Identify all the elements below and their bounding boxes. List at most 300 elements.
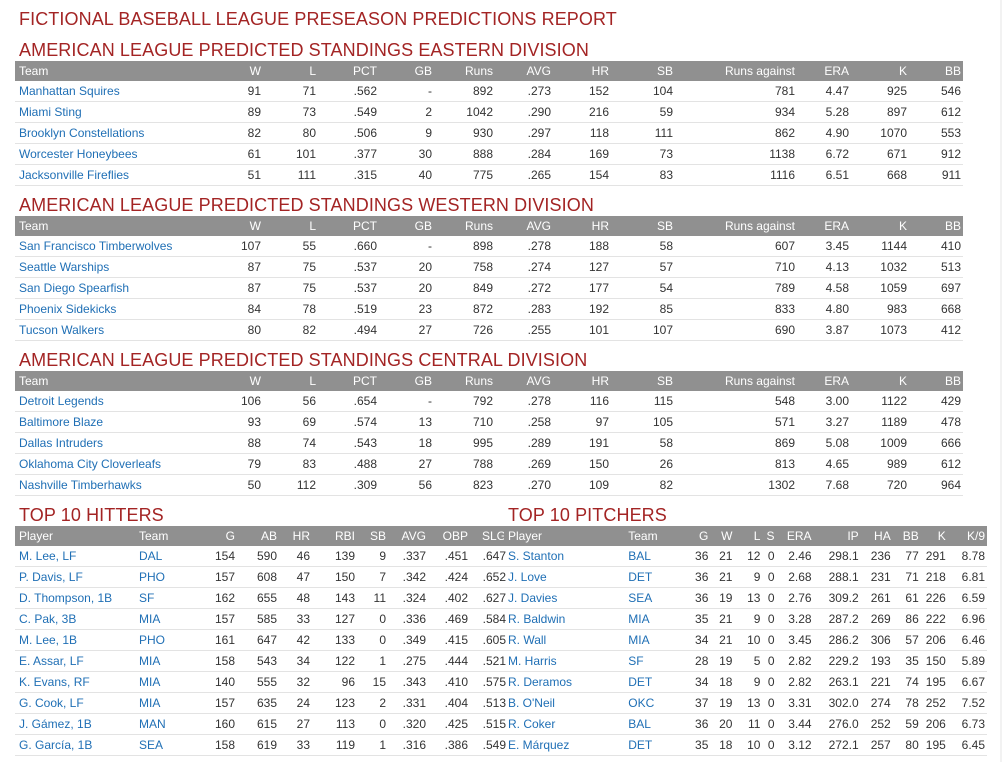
table-row [504,630,987,651]
table-cell: 571 [675,412,797,433]
column-header: SB [369,529,386,543]
table-cell: 813 [675,454,797,475]
table-cell: 122 [312,651,357,672]
table-cell: 93 [225,412,263,433]
table-cell: 7 [357,567,388,588]
table-cell: .488 [318,454,379,475]
column-header: IP [847,529,859,543]
name-link[interactable]: San Francisco Timberwolves [15,236,225,257]
table-row [15,278,963,299]
table-cell: 20 [379,257,434,278]
name-link[interactable]: San Diego Spearfish [15,278,225,299]
table-cell: 59 [611,102,675,123]
table-cell: .297 [495,123,553,144]
table-cell: 892 [434,81,495,102]
column-header: Team [19,219,49,233]
table-cell: 80 [225,320,263,341]
name-link[interactable]: Seattle Warships [15,257,225,278]
table-cell: 758 [434,257,495,278]
table-cell: 28 [676,651,710,672]
table-cell: 111 [263,165,318,186]
table-cell: 19 [710,693,734,714]
western-division-section [15,194,963,341]
team-link[interactable]: SEA [135,735,191,756]
table-cell: 97 [553,412,611,433]
column-header: K [898,374,907,388]
table-cell: 553 [909,123,963,144]
table-cell: .278 [495,391,553,412]
name-link[interactable]: R. Wall [504,630,624,651]
table-cell: 34 [279,651,312,672]
column-header: Player [19,529,54,543]
table-row [15,588,508,609]
table-cell: 206 [921,630,948,651]
team-link[interactable]: SF [624,651,676,672]
team-link[interactable]: OKC [624,693,676,714]
table-row [504,609,987,630]
top-pitchers-table [504,526,987,756]
name-link[interactable]: G. García, 1B [15,735,135,756]
name-link[interactable]: J. Love [504,567,624,588]
table-cell: 26 [611,454,675,475]
table-cell: 897 [851,102,909,123]
table-cell: 668 [909,299,963,320]
table-cell: 5 [734,651,762,672]
column-header: SLG [481,529,506,543]
table-cell: 58 [611,236,675,257]
table-cell: .278 [495,236,553,257]
table-cell: 276.0 [814,714,861,735]
table-cell: 74 [893,672,921,693]
table-row [15,693,508,714]
table-cell: .575 [470,672,508,693]
team-link[interactable]: MIA [624,609,676,630]
table-cell: 229.2 [814,651,861,672]
table-row [504,567,987,588]
table-cell: 1138 [675,144,797,165]
table-cell: 158 [191,651,237,672]
table-cell: 4.65 [797,454,851,475]
table-row [15,236,963,257]
table-cell: 833 [675,299,797,320]
table-row [15,299,963,320]
table-cell: 56 [379,475,434,496]
team-link[interactable]: BAL [624,714,676,735]
column-header: BB [902,529,919,543]
table-cell: 0 [762,567,776,588]
column-header: BB [944,219,961,233]
table-cell: 37 [676,693,710,714]
table-cell: .377 [318,144,379,165]
section-title: AMERICAN LEAGUE PREDICTED STANDINGS WESTERN DIVISION [19,195,594,215]
team-link[interactable]: MAN [135,714,191,735]
table-row [15,144,963,165]
table-cell: 36 [676,588,710,609]
table-cell: 73 [611,144,675,165]
name-link[interactable]: E. Márquez [504,735,624,756]
table-cell: 40 [379,165,434,186]
table-cell: 257 [861,735,893,756]
team-link[interactable]: MIA [135,609,191,630]
table-cell: 6.72 [797,144,851,165]
top-pitchers-section [504,504,987,756]
table-cell: 34 [676,630,710,651]
table-cell: 21 [710,630,734,651]
table-cell: 46 [279,546,312,567]
table-cell: 35 [893,651,921,672]
table-cell: 80 [893,735,921,756]
name-link[interactable]: Miami Sting [15,102,225,123]
table-cell: 912 [909,144,963,165]
table-cell: 789 [675,278,797,299]
name-link[interactable]: Detroit Legends [15,391,225,412]
table-cell: .324 [388,588,428,609]
table-row [15,672,508,693]
table-cell: 71 [893,567,921,588]
team-link[interactable]: MIA [135,693,191,714]
table-cell: 1059 [851,278,909,299]
table-cell: 9 [734,609,762,630]
table-cell: 9 [734,672,762,693]
table-cell: 548 [675,391,797,412]
column-header: SB [656,374,673,388]
table-cell: .404 [428,693,470,714]
column-header: G [699,529,709,543]
table-cell: 21 [710,609,734,630]
team-link[interactable]: BAL [624,546,676,567]
table-cell: .255 [495,320,553,341]
table-cell: 607 [675,236,797,257]
column-header: AB [260,529,277,543]
table-cell: 35 [676,609,710,630]
table-row [15,433,963,454]
table-cell: - [379,236,434,257]
table-cell: 612 [909,454,963,475]
column-header: Runs [464,219,493,233]
table-cell: 4.58 [797,278,851,299]
table-cell: .425 [428,714,470,735]
name-link[interactable]: J. Davies [504,588,624,609]
name-link[interactable]: M. Lee, 1B [15,630,135,651]
table-cell: .543 [318,433,379,454]
table-cell: 169 [553,144,611,165]
column-header: SB [656,219,673,233]
table-cell: 6.73 [948,714,987,735]
column-header: ERA [824,219,849,233]
table-cell: 33 [279,735,312,756]
table-cell: 4.80 [797,299,851,320]
table-cell: 87 [225,257,263,278]
column-header: BB [944,64,961,78]
table-cell: 252 [921,693,948,714]
table-cell: .272 [495,278,553,299]
table-cell: 412 [909,320,963,341]
column-header: S [766,529,775,543]
table-cell: 6.81 [948,567,987,588]
table-cell: 7.52 [948,693,987,714]
table-cell: 690 [675,320,797,341]
name-link[interactable]: Oklahoma City Cloverleafs [15,454,225,475]
column-header: GB [414,374,432,388]
table-cell: 27 [279,714,312,735]
table-cell: 195 [921,735,948,756]
name-link[interactable]: Nashville Timberhawks [15,475,225,496]
table-cell: 69 [263,412,318,433]
table-cell: 726 [434,320,495,341]
table-cell: 3.28 [777,609,814,630]
name-link[interactable]: Worcester Honeybees [15,144,225,165]
table-header-row [15,61,963,81]
table-cell: 543 [237,651,279,672]
table-cell: 0 [762,693,776,714]
table-cell: 157 [191,693,237,714]
team-link[interactable]: DET [624,567,676,588]
table-cell: 133 [312,630,357,651]
table-cell: 1 [357,651,388,672]
team-link[interactable]: MIA [135,651,191,672]
table-cell: 56 [263,391,318,412]
table-row [15,102,963,123]
table-cell: 792 [434,391,495,412]
table-cell: 18 [710,735,734,756]
team-link[interactable]: PHO [135,567,191,588]
table-cell: 9 [734,567,762,588]
table-cell: .386 [428,735,470,756]
table-cell: 9 [379,123,434,144]
table-header-row [504,526,987,546]
column-header: AVG [526,219,551,233]
table-cell: 20 [379,278,434,299]
name-link[interactable]: S. Stanton [504,546,624,567]
table-cell: 33 [279,609,312,630]
table-cell: 77 [893,546,921,567]
table-cell: 1073 [851,320,909,341]
column-header: W [249,64,261,78]
table-row [15,714,508,735]
table-cell: 298.1 [814,546,861,567]
team-link[interactable]: PHO [135,630,191,651]
table-cell: 710 [675,257,797,278]
table-row [15,609,508,630]
section-title: AMERICAN LEAGUE PREDICTED STANDINGS EASTERN DIVISION [19,40,589,60]
table-header-row [15,526,508,546]
table-cell: 1122 [851,391,909,412]
table-cell: 118 [553,123,611,144]
table-cell: 34 [676,672,710,693]
table-cell: 964 [909,475,963,496]
column-header: K [898,219,907,233]
team-link[interactable]: MIA [135,672,191,693]
table-cell: 222 [921,609,948,630]
table-cell: 13 [734,588,762,609]
table-row [15,165,963,186]
column-header: GB [414,64,432,78]
table-row [504,651,987,672]
name-link[interactable]: Dallas Intruders [15,433,225,454]
name-link[interactable]: M. Lee, LF [15,546,135,567]
table-cell: 2.76 [777,588,814,609]
table-cell: 36 [676,546,710,567]
name-link[interactable]: Brooklyn Constellations [15,123,225,144]
table-cell: 8.78 [948,546,987,567]
table-cell: 306 [861,630,893,651]
table-cell: 88 [225,433,263,454]
column-header: SB [656,64,673,78]
table-cell: 35 [676,735,710,756]
team-link[interactable]: DET [624,735,676,756]
team-link[interactable]: SEA [624,588,676,609]
table-cell: 154 [191,546,237,567]
table-header-row [15,371,963,391]
name-link[interactable]: R. Deramos [504,672,624,693]
name-link[interactable]: J. Gámez, 1B [15,714,135,735]
table-cell: .284 [495,144,553,165]
table-cell: .349 [388,630,428,651]
name-link[interactable]: Jacksonville Fireflies [15,165,225,186]
column-header: AVG [401,529,426,543]
eastern-division-section [15,39,963,186]
table-cell: 478 [909,412,963,433]
table-cell: 7.68 [797,475,851,496]
table-row [15,735,508,756]
table-cell: .494 [318,320,379,341]
table-cell: .410 [428,672,470,693]
name-link[interactable]: R. Baldwin [504,609,624,630]
table-cell: 1042 [434,102,495,123]
column-header: Runs against [724,219,795,233]
table-cell: 615 [237,714,279,735]
table-cell: 6.45 [948,735,987,756]
team-link[interactable]: MIA [624,630,676,651]
section-title: TOP 10 HITTERS [19,505,164,525]
table-cell: 85 [611,299,675,320]
table-cell: .660 [318,236,379,257]
table-row [15,630,508,651]
column-header: HR [591,64,609,78]
table-cell: 286.2 [814,630,861,651]
table-cell: .519 [318,299,379,320]
table-cell: .290 [495,102,553,123]
table-cell: 27 [379,320,434,341]
column-header: AVG [526,64,551,78]
table-cell: 59 [893,714,921,735]
name-link[interactable]: Phoenix Sidekicks [15,299,225,320]
name-link[interactable]: P. Davis, LF [15,567,135,588]
table-cell: 668 [851,165,909,186]
table-cell: 3.45 [797,236,851,257]
table-cell: 15 [357,672,388,693]
table-cell: 302.0 [814,693,861,714]
table-cell: 263.1 [814,672,861,693]
table-cell: 0 [762,735,776,756]
name-link[interactable]: D. Thompson, 1B [15,588,135,609]
table-cell: 89 [225,102,263,123]
table-cell: 104 [611,81,675,102]
table-cell: .549 [470,735,508,756]
table-cell: 79 [225,454,263,475]
table-cell: 274 [861,693,893,714]
table-cell: 1116 [675,165,797,186]
table-cell: 150 [921,651,948,672]
name-link[interactable]: Manhattan Squires [15,81,225,102]
table-cell: 3.00 [797,391,851,412]
table-cell: 218 [921,567,948,588]
table-cell: 671 [851,144,909,165]
table-cell: 20 [710,714,734,735]
table-cell: 152 [553,81,611,102]
section-title: AMERICAN LEAGUE PREDICTED STANDINGS CENTRAL DIVISION [19,350,588,370]
table-cell: .258 [495,412,553,433]
table-cell: 252 [861,714,893,735]
table-cell: 221 [861,672,893,693]
table-cell: 57 [893,630,921,651]
table-cell: 19 [710,651,734,672]
table-cell: .647 [470,546,508,567]
name-link[interactable]: Baltimore Blaze [15,412,225,433]
table-cell: 710 [434,412,495,433]
table-cell: 154 [553,165,611,186]
column-header: HA [874,529,891,543]
table-row [15,567,508,588]
table-cell: 1070 [851,123,909,144]
table-cell: 12 [734,546,762,567]
name-link[interactable]: C. Pak, 3B [15,609,135,630]
table-cell: 9 [357,546,388,567]
table-cell: .574 [318,412,379,433]
column-header: Runs [464,374,493,388]
name-link[interactable]: M. Harris [504,651,624,672]
column-header: Runs against [724,374,795,388]
team-link[interactable]: SF [135,588,191,609]
column-header: K/9 [966,529,985,543]
table-cell: 585 [237,609,279,630]
table-cell: 0 [762,588,776,609]
table-cell: .315 [318,165,379,186]
table-cell: 83 [611,165,675,186]
column-header: ERA [824,64,849,78]
table-cell: 925 [851,81,909,102]
table-cell: .537 [318,257,379,278]
table-cell: 3.44 [777,714,814,735]
name-link[interactable]: K. Evans, RF [15,672,135,693]
name-link[interactable]: G. Cook, LF [15,693,135,714]
table-cell: 80 [263,123,318,144]
table-cell: 107 [225,236,263,257]
table-cell: 47 [279,567,312,588]
table-cell: 5.89 [948,651,987,672]
table-cell: 261 [861,588,893,609]
table-cell: 192 [553,299,611,320]
table-cell: .549 [318,102,379,123]
table-cell: .273 [495,81,553,102]
column-header: ERA [786,529,812,543]
table-cell: 106 [225,391,263,412]
table-cell: 162 [191,588,237,609]
name-link[interactable]: Tucson Walkers [15,320,225,341]
table-cell: .469 [428,609,470,630]
column-header: W [249,374,261,388]
table-cell: 911 [909,165,963,186]
name-link[interactable]: B. O'Neil [504,693,624,714]
table-cell: 61 [893,588,921,609]
table-cell: 13 [734,693,762,714]
table-cell: .652 [470,567,508,588]
team-link[interactable]: DET [624,672,676,693]
column-header: ERA [824,374,849,388]
name-link[interactable]: R. Coker [504,714,624,735]
team-link[interactable]: DAL [135,546,191,567]
name-link[interactable]: E. Assar, LF [15,651,135,672]
